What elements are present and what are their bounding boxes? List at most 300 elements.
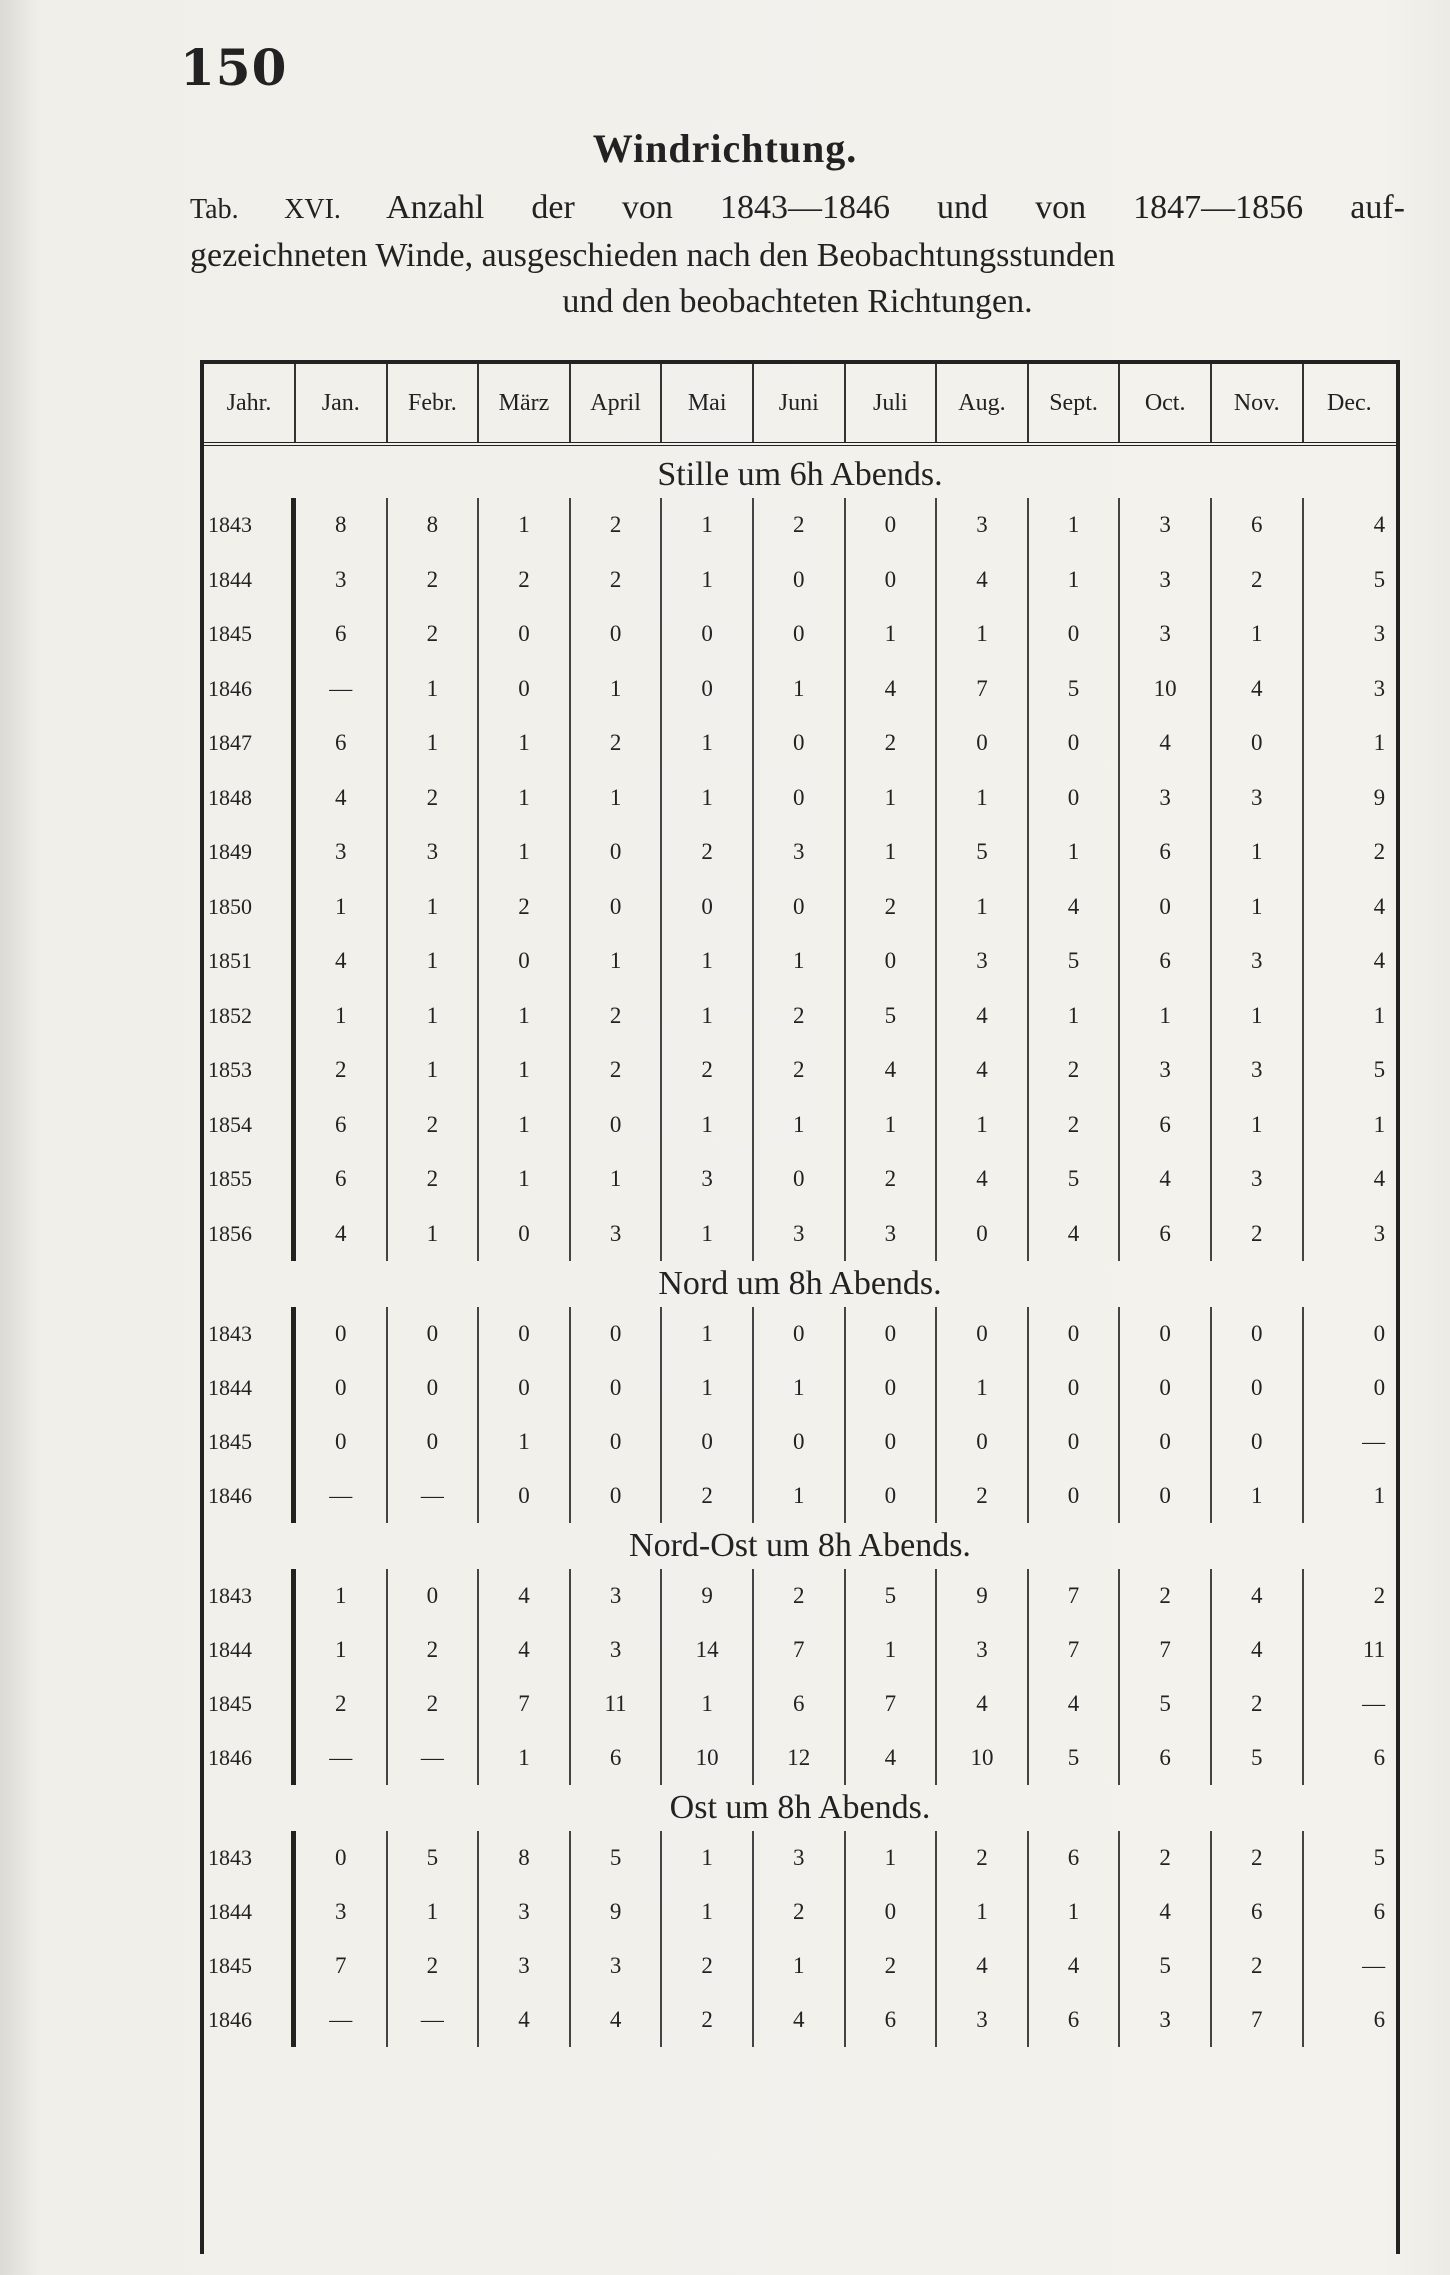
value-cell: 9 xyxy=(1373,784,1386,810)
year-cell: 1847 xyxy=(204,716,296,771)
value-cell: 2 xyxy=(571,716,663,771)
value-cell: 1 xyxy=(1212,825,1304,880)
table-row xyxy=(204,1831,1396,1885)
value-cell: 10 xyxy=(937,1731,1029,1785)
value-cell: 2 xyxy=(388,1623,480,1677)
value-cell: 1 xyxy=(571,662,663,717)
value-cell: 0 xyxy=(1373,1375,1386,1400)
table-row xyxy=(204,607,1396,662)
value-cell: 0 xyxy=(937,1207,1029,1262)
value-cell: 1 xyxy=(1120,989,1212,1044)
value-cell: 1 xyxy=(479,1731,571,1785)
value-cell: 2 xyxy=(1029,1043,1121,1098)
year-cell: 1848 xyxy=(204,771,296,826)
value-cell: 1 xyxy=(1029,1885,1121,1939)
table-row xyxy=(204,498,1396,553)
value-cell: 0 xyxy=(388,1307,480,1361)
value-cell: 3 xyxy=(754,1831,846,1885)
value-cell: 1 xyxy=(296,989,388,1044)
caption-line-1 xyxy=(190,185,1405,233)
table-row xyxy=(204,771,1396,826)
year-cell: 1846 xyxy=(204,1731,296,1785)
value-cell: 8 xyxy=(479,1831,571,1885)
value-cell: 1 xyxy=(1212,880,1304,935)
value-cell: — xyxy=(1362,1953,1386,1978)
value-cell: 0 xyxy=(1029,1415,1121,1469)
header-month: Dec. xyxy=(1327,389,1372,416)
value-cell: 4 xyxy=(479,1623,571,1677)
value-cell: 2 xyxy=(1212,1207,1304,1262)
caption-tab-label: Tab. XVI. xyxy=(190,194,341,225)
value-cell: 0 xyxy=(1029,1469,1121,1523)
value-cell: 3 xyxy=(937,1993,1029,2047)
value-cell: 3 xyxy=(1373,1220,1386,1246)
value-cell: 4 xyxy=(1373,893,1386,919)
value-cell: 2 xyxy=(937,1469,1029,1523)
value-cell: 7 xyxy=(937,662,1029,717)
table-row xyxy=(204,934,1396,989)
value-cell: 1 xyxy=(479,716,571,771)
value-cell: 4 xyxy=(1120,716,1212,771)
header-month: Juli xyxy=(846,364,938,442)
value-cell: 7 xyxy=(1029,1623,1121,1677)
year-cell: 1845 xyxy=(204,1415,296,1469)
value-cell: 4 xyxy=(1212,1569,1304,1623)
table-section xyxy=(204,1261,1396,1523)
value-cell: 2 xyxy=(846,1939,938,1993)
value-cell: 1 xyxy=(846,1623,938,1677)
value-cell: 4 xyxy=(1373,948,1386,974)
table-row xyxy=(204,1939,1396,1993)
value-cell: 0 xyxy=(846,1885,938,1939)
value-cell: 3 xyxy=(662,1152,754,1207)
value-cell: 3 xyxy=(571,1939,663,1993)
header-month: März xyxy=(479,364,571,442)
table-row xyxy=(204,1569,1396,1623)
value-cell: 6 xyxy=(1120,825,1212,880)
value-cell: 0 xyxy=(1120,880,1212,935)
value-cell: 1 xyxy=(571,1152,663,1207)
value-cell: 2 xyxy=(754,1885,846,1939)
table-row xyxy=(204,1731,1396,1785)
value-cell: 5 xyxy=(1212,1731,1304,1785)
value-cell: 1 xyxy=(296,1569,388,1623)
value-cell: 3 xyxy=(1120,607,1212,662)
value-cell: 0 xyxy=(479,662,571,717)
value-cell: 3 xyxy=(296,825,388,880)
value-cell: 1 xyxy=(754,1939,846,1993)
value-cell: 1 xyxy=(846,1098,938,1153)
table-row xyxy=(204,825,1396,880)
value-cell: 0 xyxy=(754,880,846,935)
value-cell: 2 xyxy=(754,498,846,553)
value-cell: 1 xyxy=(479,1043,571,1098)
value-cell: 1 xyxy=(1373,1483,1386,1508)
value-cell: 1 xyxy=(388,880,480,935)
value-cell: 7 xyxy=(296,1939,388,1993)
value-cell: 6 xyxy=(1212,498,1304,553)
value-cell: 0 xyxy=(296,1361,388,1415)
table-row xyxy=(204,1152,1396,1207)
value-cell: 1 xyxy=(754,1469,846,1523)
value-cell: 1 xyxy=(754,662,846,717)
value-cell: 2 xyxy=(388,553,480,608)
value-cell: 0 xyxy=(754,716,846,771)
table-row xyxy=(204,1885,1396,1939)
value-cell: 4 xyxy=(1029,1939,1121,1993)
value-cell: 3 xyxy=(571,1569,663,1623)
value-cell: 1 xyxy=(662,934,754,989)
table-row xyxy=(204,716,1396,771)
table-section xyxy=(204,452,1396,1261)
table-row xyxy=(204,1993,1396,2047)
value-cell: 2 xyxy=(662,1993,754,2047)
value-cell: 4 xyxy=(937,989,1029,1044)
value-cell: 1 xyxy=(479,1098,571,1153)
table-row xyxy=(204,1098,1396,1153)
value-cell: 4 xyxy=(937,1043,1029,1098)
value-cell: 1 xyxy=(846,825,938,880)
header-month: Oct. xyxy=(1120,364,1212,442)
header-month: Nov. xyxy=(1212,364,1304,442)
value-cell: — xyxy=(296,662,388,717)
value-cell: 1 xyxy=(296,880,388,935)
year-cell: 1843 xyxy=(204,1569,296,1623)
value-cell: 0 xyxy=(479,607,571,662)
year-cell: 1843 xyxy=(204,1831,296,1885)
value-cell: 6 xyxy=(1029,1993,1121,2047)
value-cell: 10 xyxy=(662,1731,754,1785)
value-cell: 1 xyxy=(846,607,938,662)
table-section xyxy=(204,1785,1396,2047)
value-cell: 3 xyxy=(754,825,846,880)
value-cell: 0 xyxy=(479,1361,571,1415)
value-cell: 0 xyxy=(662,662,754,717)
value-cell: 5 xyxy=(937,825,1029,880)
value-cell: 2 xyxy=(296,1043,388,1098)
caption-line-1-text: Anzahl der von 1843—1846 und von 1847—1856 auf- xyxy=(386,189,1405,226)
value-cell: 1 xyxy=(754,934,846,989)
value-cell: 3 xyxy=(1120,553,1212,608)
value-cell: 1 xyxy=(479,498,571,553)
value-cell: 1 xyxy=(937,1098,1029,1153)
value-cell: 1 xyxy=(388,662,480,717)
value-cell: 5 xyxy=(846,1569,938,1623)
value-cell: 4 xyxy=(1120,1885,1212,1939)
value-cell: 1 xyxy=(571,771,663,826)
value-cell: 0 xyxy=(846,553,938,608)
value-cell: 3 xyxy=(937,498,1029,553)
value-cell: 2 xyxy=(754,989,846,1044)
value-cell: 0 xyxy=(296,1831,388,1885)
value-cell: 0 xyxy=(1029,1361,1121,1415)
value-cell: 3 xyxy=(388,825,480,880)
value-cell: 1 xyxy=(1029,553,1121,608)
value-cell: 1 xyxy=(1212,607,1304,662)
value-cell: 1 xyxy=(662,716,754,771)
value-cell: 1 xyxy=(1029,989,1121,1044)
value-cell: 2 xyxy=(571,1043,663,1098)
year-cell: 1851 xyxy=(204,934,296,989)
value-cell: 5 xyxy=(1120,1677,1212,1731)
value-cell: 1 xyxy=(388,1885,480,1939)
value-cell: 4 xyxy=(846,1731,938,1785)
value-cell: 1 xyxy=(388,1043,480,1098)
value-cell: — xyxy=(296,1731,388,1785)
year-cell: 1856 xyxy=(204,1207,296,1262)
value-cell: 0 xyxy=(1120,1415,1212,1469)
value-cell: 6 xyxy=(846,1993,938,2047)
value-cell: 6 xyxy=(1212,1885,1304,1939)
value-cell: 3 xyxy=(571,1623,663,1677)
year-cell: 1850 xyxy=(204,880,296,935)
value-cell: 0 xyxy=(662,880,754,935)
value-cell: 0 xyxy=(1120,1307,1212,1361)
value-cell: 6 xyxy=(1029,1831,1121,1885)
value-cell: 1 xyxy=(388,716,480,771)
value-cell: 3 xyxy=(1212,1152,1304,1207)
value-cell: 0 xyxy=(1029,716,1121,771)
value-cell: 1 xyxy=(937,607,1029,662)
caption-line-2: gezeichneten Winde, ausgeschieden nach den Beobachtungsstunden xyxy=(190,237,1116,274)
value-cell: 4 xyxy=(1120,1152,1212,1207)
value-cell: 2 xyxy=(1373,839,1386,865)
table-row xyxy=(204,989,1396,1044)
value-cell: 1 xyxy=(662,1307,754,1361)
wind-table xyxy=(200,360,1400,2254)
value-cell: 4 xyxy=(479,1993,571,2047)
value-cell: 9 xyxy=(662,1569,754,1623)
header-year: Jahr. xyxy=(204,364,296,442)
value-cell: 2 xyxy=(479,553,571,608)
value-cell: 4 xyxy=(1373,512,1386,538)
table-row xyxy=(204,1307,1396,1361)
year-cell: 1843 xyxy=(204,1307,296,1361)
table-row xyxy=(204,1043,1396,1098)
value-cell: 2 xyxy=(571,553,663,608)
value-cell: 2 xyxy=(571,498,663,553)
value-cell: 3 xyxy=(1120,771,1212,826)
value-cell: — xyxy=(1362,1691,1386,1716)
header-month: Aug. xyxy=(937,364,1029,442)
header-month: Sept. xyxy=(1029,364,1121,442)
value-cell: 2 xyxy=(662,1939,754,1993)
value-cell: 5 xyxy=(1373,566,1386,592)
value-cell: 2 xyxy=(388,1152,480,1207)
year-cell: 1845 xyxy=(204,1677,296,1731)
value-cell: 3 xyxy=(479,1939,571,1993)
value-cell: 4 xyxy=(754,1993,846,2047)
header-month: Mai xyxy=(662,364,754,442)
value-cell: 3 xyxy=(1120,1043,1212,1098)
table-row xyxy=(204,1207,1396,1262)
value-cell: 3 xyxy=(1373,621,1386,647)
value-cell: 3 xyxy=(1120,1993,1212,2047)
value-cell: 7 xyxy=(1029,1569,1121,1623)
value-cell: 1 xyxy=(479,989,571,1044)
value-cell: 1 xyxy=(937,1361,1029,1415)
value-cell: 2 xyxy=(1212,1939,1304,1993)
value-cell: 0 xyxy=(1212,1361,1304,1415)
value-cell: 6 xyxy=(296,607,388,662)
value-cell: 0 xyxy=(754,553,846,608)
year-cell: 1853 xyxy=(204,1043,296,1098)
value-cell: 1 xyxy=(1373,730,1386,756)
value-cell: 1 xyxy=(846,771,938,826)
value-cell: 3 xyxy=(296,1885,388,1939)
table-row xyxy=(204,1623,1396,1677)
value-cell: 0 xyxy=(388,1569,480,1623)
value-cell: 0 xyxy=(479,1207,571,1262)
value-cell: 6 xyxy=(571,1731,663,1785)
table-row xyxy=(204,1415,1396,1469)
table-row xyxy=(204,1469,1396,1523)
value-cell: 0 xyxy=(1373,1321,1386,1346)
table-row xyxy=(204,1677,1396,1731)
value-cell: 2 xyxy=(1212,1677,1304,1731)
value-cell: 0 xyxy=(1029,1307,1121,1361)
value-cell: 0 xyxy=(1212,716,1304,771)
value-cell: 1 xyxy=(479,1152,571,1207)
value-cell: 4 xyxy=(937,1677,1029,1731)
value-cell: 0 xyxy=(1212,1307,1304,1361)
value-cell: 1 xyxy=(754,1361,846,1415)
value-cell: 2 xyxy=(754,1043,846,1098)
value-cell: 2 xyxy=(296,1677,388,1731)
value-cell: 1 xyxy=(1373,1002,1386,1028)
header-month: April xyxy=(571,364,663,442)
value-cell: 4 xyxy=(1212,1623,1304,1677)
value-cell: 0 xyxy=(571,880,663,935)
value-cell: 1 xyxy=(662,989,754,1044)
year-cell: 1852 xyxy=(204,989,296,1044)
value-cell: 12 xyxy=(754,1731,846,1785)
value-cell: 1 xyxy=(846,1831,938,1885)
year-cell: 1844 xyxy=(204,1361,296,1415)
year-cell: 1844 xyxy=(204,1885,296,1939)
value-cell: 1 xyxy=(662,1831,754,1885)
caption-line-3: und den beobachteten Richtungen. xyxy=(562,283,1033,320)
value-cell: 4 xyxy=(479,1569,571,1623)
value-cell: 5 xyxy=(1373,1845,1386,1870)
value-cell: 3 xyxy=(1212,1043,1304,1098)
value-cell: 0 xyxy=(754,1307,846,1361)
value-cell: 1 xyxy=(388,934,480,989)
section-title: Nord um 8h Abends. xyxy=(658,1265,942,1302)
value-cell: 4 xyxy=(1029,1207,1121,1262)
value-cell: 6 xyxy=(296,716,388,771)
header-month: Jan. xyxy=(296,364,388,442)
value-cell: 0 xyxy=(296,1307,388,1361)
value-cell: 9 xyxy=(571,1885,663,1939)
value-cell: 3 xyxy=(571,1207,663,1262)
year-cell: 1845 xyxy=(204,607,296,662)
value-cell: 2 xyxy=(571,989,663,1044)
value-cell: 0 xyxy=(937,1415,1029,1469)
value-cell: 2 xyxy=(1029,1098,1121,1153)
value-cell: — xyxy=(388,1731,480,1785)
value-cell: 6 xyxy=(754,1677,846,1731)
value-cell: 7 xyxy=(1120,1623,1212,1677)
value-cell: 0 xyxy=(1120,1361,1212,1415)
value-cell: 1 xyxy=(937,880,1029,935)
value-cell: 1 xyxy=(296,1623,388,1677)
value-cell: 1 xyxy=(662,1207,754,1262)
value-cell: 2 xyxy=(846,1152,938,1207)
value-cell: 1 xyxy=(479,1415,571,1469)
value-cell: 0 xyxy=(662,607,754,662)
value-cell: 2 xyxy=(846,880,938,935)
table-row xyxy=(204,880,1396,935)
value-cell: 4 xyxy=(846,1043,938,1098)
value-cell: — xyxy=(296,1469,388,1523)
value-cell: 0 xyxy=(571,1361,663,1415)
value-cell: 3 xyxy=(846,1207,938,1262)
section-title: Stille um 6h Abends. xyxy=(657,456,943,493)
value-cell: 1 xyxy=(1212,1469,1304,1523)
value-cell: 14 xyxy=(662,1623,754,1677)
value-cell: 4 xyxy=(937,1939,1029,1993)
value-cell: 0 xyxy=(1120,1469,1212,1523)
value-cell: 3 xyxy=(937,1623,1029,1677)
value-cell: 0 xyxy=(937,1307,1029,1361)
value-cell: 4 xyxy=(296,934,388,989)
value-cell: 7 xyxy=(754,1623,846,1677)
value-cell: 1 xyxy=(937,771,1029,826)
value-cell: 2 xyxy=(388,1939,480,1993)
value-cell: 6 xyxy=(1120,1207,1212,1262)
value-cell: 8 xyxy=(296,498,388,553)
table-row xyxy=(204,553,1396,608)
value-cell: 5 xyxy=(571,1831,663,1885)
value-cell: 2 xyxy=(388,1098,480,1153)
value-cell: 2 xyxy=(846,716,938,771)
value-cell: 4 xyxy=(571,1993,663,2047)
value-cell: 0 xyxy=(846,1361,938,1415)
value-cell: 1 xyxy=(571,934,663,989)
value-cell: 8 xyxy=(388,498,480,553)
value-cell: 2 xyxy=(662,1043,754,1098)
value-cell: 0 xyxy=(754,1152,846,1207)
value-cell: 0 xyxy=(296,1415,388,1469)
value-cell: 4 xyxy=(846,662,938,717)
value-cell: — xyxy=(388,1469,480,1523)
value-cell: 2 xyxy=(1212,553,1304,608)
value-cell: 7 xyxy=(1212,1993,1304,2047)
value-cell: 0 xyxy=(571,1098,663,1153)
table-section xyxy=(204,1523,1396,1785)
table-row xyxy=(204,662,1396,717)
value-cell: 5 xyxy=(1120,1939,1212,1993)
value-cell: 0 xyxy=(937,716,1029,771)
value-cell: 4 xyxy=(937,1152,1029,1207)
value-cell: 4 xyxy=(1029,1677,1121,1731)
value-cell: 9 xyxy=(937,1569,1029,1623)
value-cell: 0 xyxy=(1212,1415,1304,1469)
value-cell: 2 xyxy=(662,1469,754,1523)
value-cell: 4 xyxy=(937,553,1029,608)
value-cell: 1 xyxy=(662,553,754,608)
value-cell: 6 xyxy=(1373,1745,1386,1770)
value-cell: 0 xyxy=(479,1469,571,1523)
value-cell: 3 xyxy=(1212,934,1304,989)
value-cell: 2 xyxy=(388,771,480,826)
value-cell: 2 xyxy=(388,1677,480,1731)
value-cell: 1 xyxy=(479,771,571,826)
value-cell: — xyxy=(1362,1429,1386,1454)
value-cell: 1 xyxy=(662,771,754,826)
value-cell: 2 xyxy=(662,825,754,880)
